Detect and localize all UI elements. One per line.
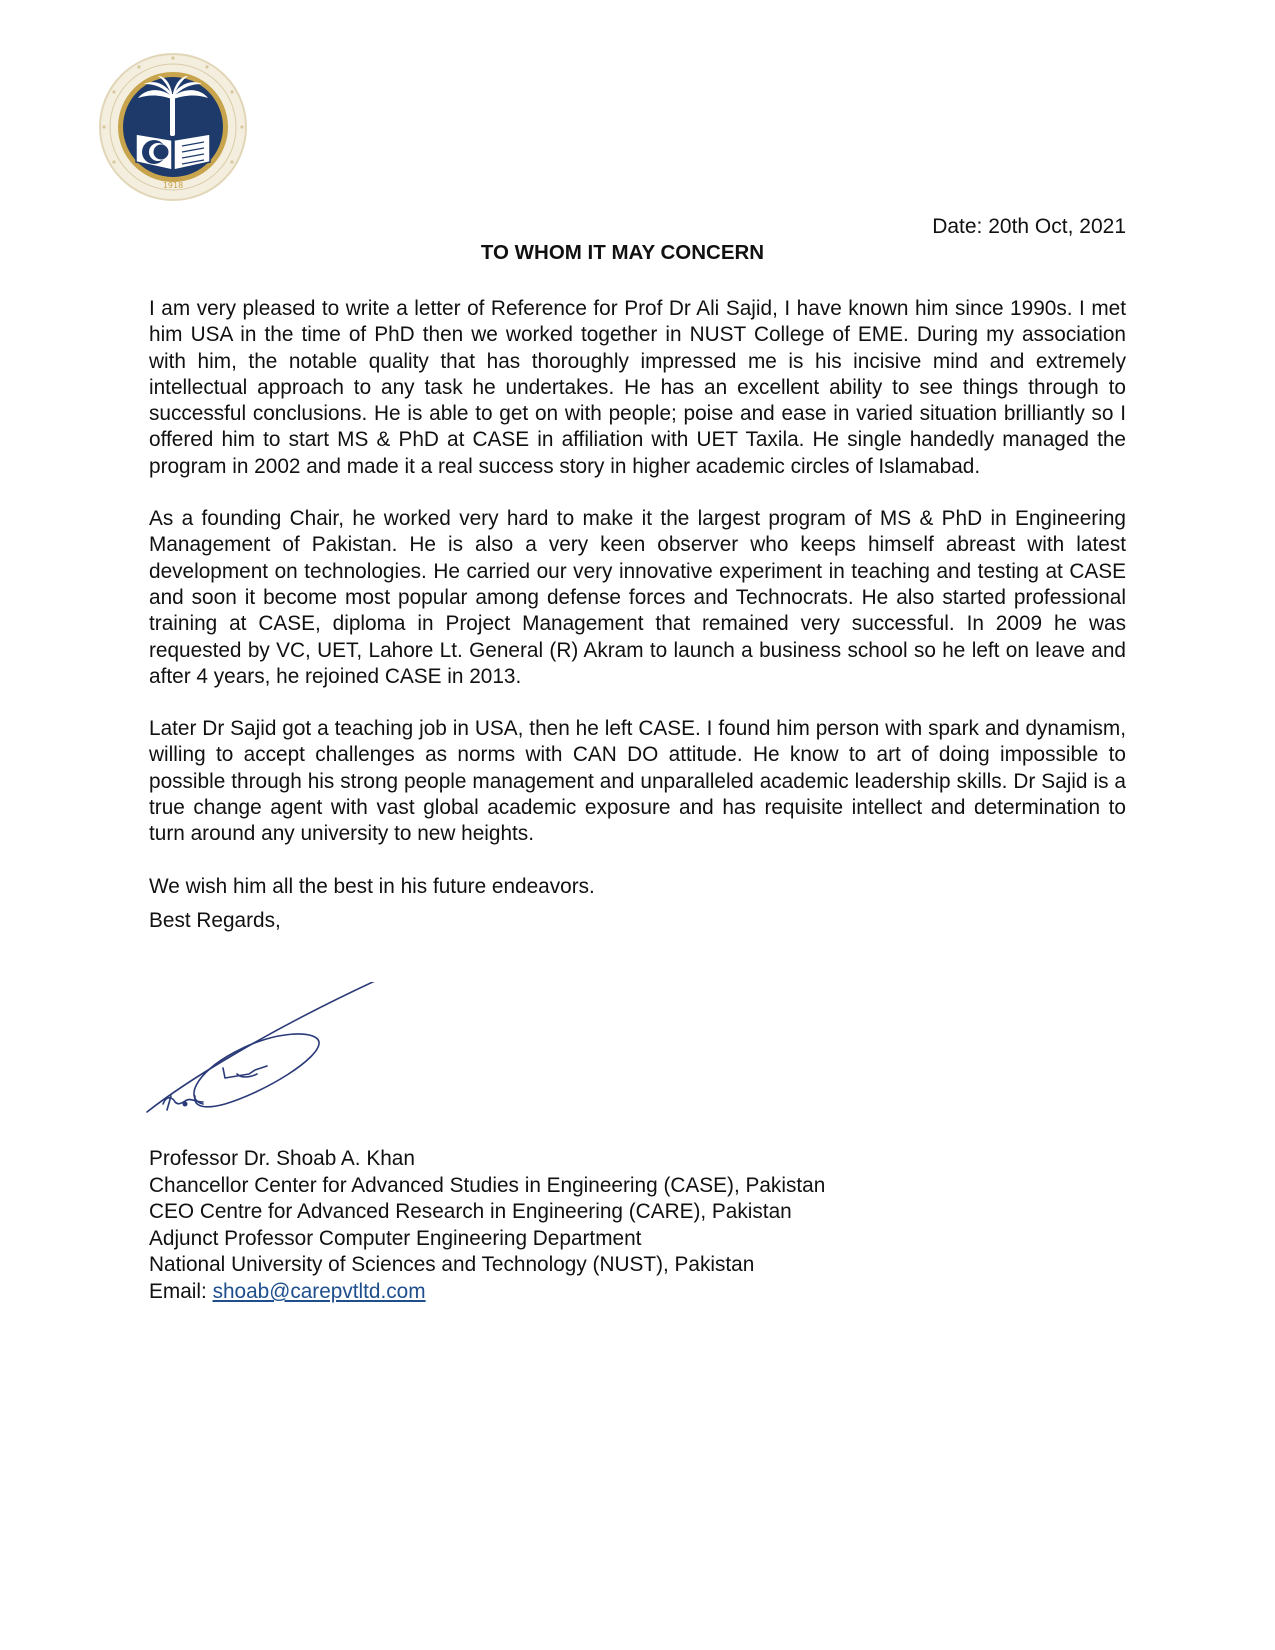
body-paragraph-1: I am very pleased to write a letter of Reference for Prof Dr Ali Sajid, I have known him since 1990s. I met him USA in the time of PhD then we worked together in NUST College of EME. During my association with him, the notable quality that has thoroughly impressed me is his incisive mind and extremely intellectual approach to any task he undertakes. He has an excellent ability to see things through to successful conclusions. He is able to get on with people; poise and ease in varied situation brilliantly so I offered him to start MS & PhD at CASE in affiliation with UET Taxila. He single handedly managed the program in 2002 and made it a real success story in higher academic circles of Islamabad. bbox=[149, 297, 1126, 478]
signatory-title-4: National University of Sciences and Technology (NUST), Pakistan bbox=[149, 1253, 755, 1277]
signatory-name: Professor Dr. Shoab A. Khan bbox=[149, 1147, 415, 1170]
email-label: Email: bbox=[149, 1279, 213, 1303]
signature-graphic bbox=[145, 982, 395, 1144]
signatory-email-line bbox=[149, 1279, 825, 1306]
signatory-title-3: Adjunct Professor Computer Engineering Department bbox=[149, 1226, 642, 1250]
body-paragraph-4: We wish him all the best in his future endeavors. bbox=[149, 874, 595, 898]
letter-date: Date: 20th Oct, 2021 bbox=[932, 215, 1126, 238]
body-paragraph-3: Later Dr Sajid got a teaching job in USA, then he left CASE. I found him person with spark and dynamism, willing to accept challenges as norms with CAN DO attitude. He know to art of doing impossible to possible through his strong people management and unparalleled academic leadership skills. Dr Sajid is a true change agent with vast global academic exposure and has requisite intellect and determination to turn around any university to new heights. bbox=[149, 717, 1126, 846]
email-link[interactable]: shoab@carepvtltd.com bbox=[212, 1279, 426, 1303]
letter-heading: TO WHOM IT MAY CONCERN bbox=[480, 241, 765, 264]
closing-salutation: Best Regards, bbox=[149, 909, 281, 932]
signatory-title-2: CEO Centre for Advanced Research in Engineering (CARE), Pakistan bbox=[149, 1200, 792, 1224]
handwritten-signature-icon bbox=[145, 982, 395, 1144]
institution-seal-icon bbox=[98, 52, 248, 202]
seal-year: 1918 bbox=[162, 181, 184, 190]
body-paragraph-2: As a founding Chair, he worked very hard to make it the largest program of MS & PhD in Engineering Management of Pakistan. He is also a very keen observer who keeps himself abreast with latest development on technologies. He carried our very innovative experiment in teaching and testing at CASE and soon it become most popular among defense forces and Technocrats. He also started professional training at CASE, diploma in Project Management that remained very successful. In 2009 he was requested by VC, UET, Lahore Lt. General (R) Akram to launch a business school so he left on leave and after 4 years, he rejoined CASE in 2013. bbox=[149, 507, 1126, 688]
signatory-title-1: Chancellor Center for Advanced Studies in Engineering (CASE), Pakistan bbox=[149, 1173, 826, 1197]
seal-graphic bbox=[98, 52, 248, 202]
signatory-block bbox=[149, 1146, 825, 1306]
letter-body bbox=[149, 296, 1126, 926]
